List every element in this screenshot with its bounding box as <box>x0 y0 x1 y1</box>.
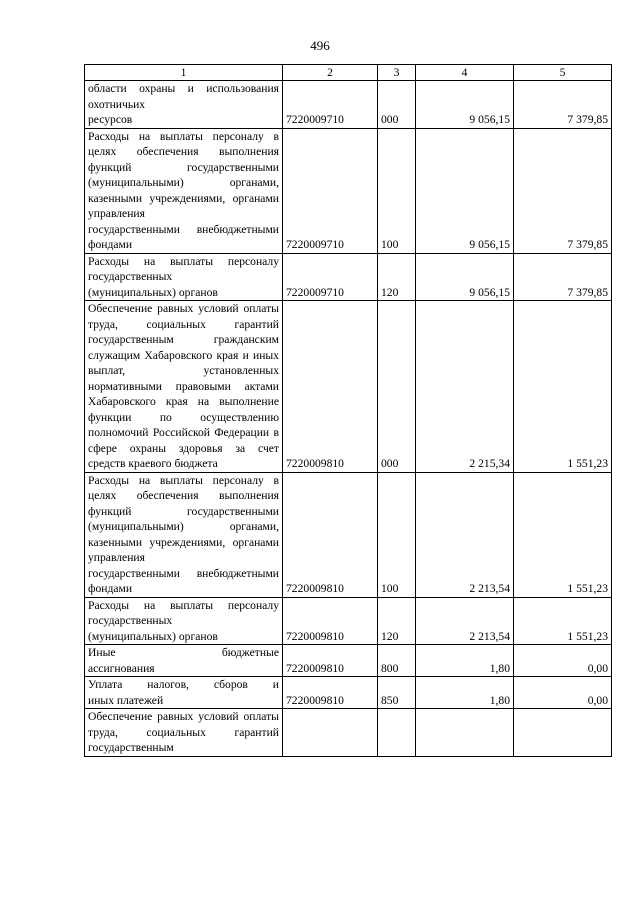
target-article-cell: 7220009810 <box>283 677 378 709</box>
amount-year1-cell: 9 056,15 <box>416 81 514 129</box>
column-header-2: 2 <box>283 65 378 81</box>
expense-name-last-line: иных платежей <box>88 693 164 707</box>
expense-name-cell <box>85 301 283 473</box>
expense-type-cell: 120 <box>378 253 416 301</box>
expense-name-line: персоналу в целях <box>88 129 280 158</box>
expense-name-cell <box>85 81 283 129</box>
expense-name-line: гражданским служащим <box>88 333 279 362</box>
expense-name-line: Обеспечение равных условий <box>88 710 239 723</box>
amount-year2-cell: 7 379,85 <box>514 128 612 253</box>
expense-name-last-line: ассигнования <box>88 661 155 675</box>
expense-type-cell: 100 <box>378 472 416 597</box>
column-header-3: 3 <box>378 65 416 81</box>
amount-year2-cell: 7 379,85 <box>514 81 612 129</box>
expense-name-last-line: средств краевого бюджета <box>88 457 218 470</box>
amount-year2-cell: 1 551,23 <box>514 301 612 473</box>
expense-name-last-line: (муниципальных) органов <box>88 629 218 643</box>
table-row <box>85 645 612 677</box>
expense-name-line: функций государственными <box>88 504 279 518</box>
expense-name-line: актами Хабаровского края на <box>88 379 279 408</box>
amount-year2-cell: 0,00 <box>514 677 612 709</box>
amount-year1-cell: 2 213,54 <box>416 597 514 645</box>
table-row <box>85 472 612 597</box>
expense-name-cell <box>85 597 283 645</box>
expense-name-line: органами управления <box>88 191 279 220</box>
budget-table <box>84 64 612 757</box>
target-article-cell: 7220009710 <box>283 128 378 253</box>
expense-name-line: гарантий государственным <box>88 725 279 754</box>
table-row <box>85 709 612 757</box>
expense-name-line: обеспечения выполнения <box>136 489 279 502</box>
expense-name-cell <box>85 709 283 757</box>
target-article-cell: 7220009810 <box>283 597 378 645</box>
expense-name-last-line: (муниципальных) органов <box>88 285 218 299</box>
expense-name-line: использования охотничьих <box>88 82 280 111</box>
expense-type-cell: 000 <box>378 301 416 473</box>
expense-name-last-line: государственными внебюджетными фондами <box>88 222 279 251</box>
expense-type-cell <box>378 709 416 757</box>
expense-name-line: функций государственными <box>88 160 279 174</box>
expense-type-cell: 800 <box>378 645 416 677</box>
expense-name-line: Расходы на выплаты <box>88 129 203 143</box>
expense-name-line: Иные бюджетные <box>88 646 279 659</box>
expense-type-cell: 000 <box>378 81 416 129</box>
expense-name-line: Расходы на выплаты <box>88 598 214 612</box>
amount-year1-cell: 2 215,34 <box>416 301 514 473</box>
amount-year1-cell: 9 056,15 <box>416 128 514 253</box>
expense-name-line: Уплата налогов, сборов и <box>88 678 279 691</box>
expense-name-line: Российской Федерации в <box>152 426 279 439</box>
expense-name-line: персоналу в целях <box>88 473 280 502</box>
amount-year1-cell: 1,80 <box>416 645 514 677</box>
table-row <box>85 677 612 709</box>
expense-name-line: персоналу государственных <box>88 254 279 283</box>
expense-name-cell <box>85 128 283 253</box>
amount-year2-cell: 7 379,85 <box>514 253 612 301</box>
expense-name-line: казенными учреждениями, <box>88 191 226 205</box>
header-row <box>85 65 612 81</box>
table-body <box>85 81 612 757</box>
amount-year2-cell <box>514 709 612 757</box>
target-article-cell: 7220009710 <box>283 253 378 301</box>
expense-name-line: Хабаровского края и иных <box>144 348 279 362</box>
amount-year2-cell: 1 551,23 <box>514 472 612 597</box>
expense-name-line: Расходы на выплаты <box>88 254 214 268</box>
column-header-5: 5 <box>514 65 612 81</box>
column-header-4: 4 <box>416 65 514 81</box>
table-row <box>85 253 612 301</box>
page-number: 496 <box>310 38 330 53</box>
expense-type-cell: 850 <box>378 677 416 709</box>
expense-name-last-line: государственными внебюджетными фондами <box>88 566 279 595</box>
expense-name-line: осуществлению полномочий <box>88 410 279 439</box>
expense-name-line: выполнение функции по <box>88 395 279 424</box>
expense-name-line: оплаты труда, социальных <box>88 710 279 739</box>
expense-name-line: гарантий государственным <box>88 317 279 346</box>
target-article-cell: 7220009810 <box>283 472 378 597</box>
amount-year2-cell: 1 551,23 <box>514 597 612 645</box>
expense-name-line: нормативными правовыми <box>88 379 231 393</box>
expense-name-cell <box>85 253 283 301</box>
table-row <box>85 128 612 253</box>
amount-year1-cell: 9 056,15 <box>416 253 514 301</box>
expense-name-line: обеспечения выполнения <box>136 145 279 158</box>
amount-year1-cell: 2 213,54 <box>416 472 514 597</box>
expense-name-line: Расходы на выплаты <box>88 473 203 487</box>
expense-name-line: оплаты труда, социальных <box>88 302 279 331</box>
expense-name-line: области охраны и <box>88 82 194 95</box>
expense-name-line: персоналу государственных <box>88 598 279 627</box>
expense-name-line: казенными учреждениями, <box>88 535 226 549</box>
expense-name-cell <box>85 645 283 677</box>
expense-name-line: органами управления <box>88 535 279 564</box>
expense-name-cell <box>85 677 283 709</box>
expense-name-cell <box>85 472 283 597</box>
expense-name-line: Обеспечение равных условий <box>88 302 239 315</box>
amount-year1-cell <box>416 709 514 757</box>
expense-name-line: выплат, установленных <box>88 364 279 377</box>
target-article-cell: 7220009810 <box>283 645 378 677</box>
target-article-cell: 7220009810 <box>283 301 378 473</box>
expense-name-last-line: ресурсов <box>88 113 133 126</box>
amount-year2-cell: 0,00 <box>514 645 612 677</box>
column-header-1: 1 <box>85 65 283 81</box>
expense-name-line: (муниципальными) органами, <box>88 520 279 533</box>
table-row <box>85 301 612 473</box>
amount-year1-cell: 1,80 <box>416 677 514 709</box>
expense-type-cell: 120 <box>378 597 416 645</box>
expense-name-line: (муниципальными) органами, <box>88 176 279 189</box>
target-article-cell <box>283 709 378 757</box>
table-row <box>85 597 612 645</box>
expense-name-line: сфере охраны здоровья за счет <box>88 441 279 455</box>
target-article-cell: 7220009710 <box>283 81 378 129</box>
expense-type-cell: 100 <box>378 128 416 253</box>
table-row <box>85 81 612 129</box>
